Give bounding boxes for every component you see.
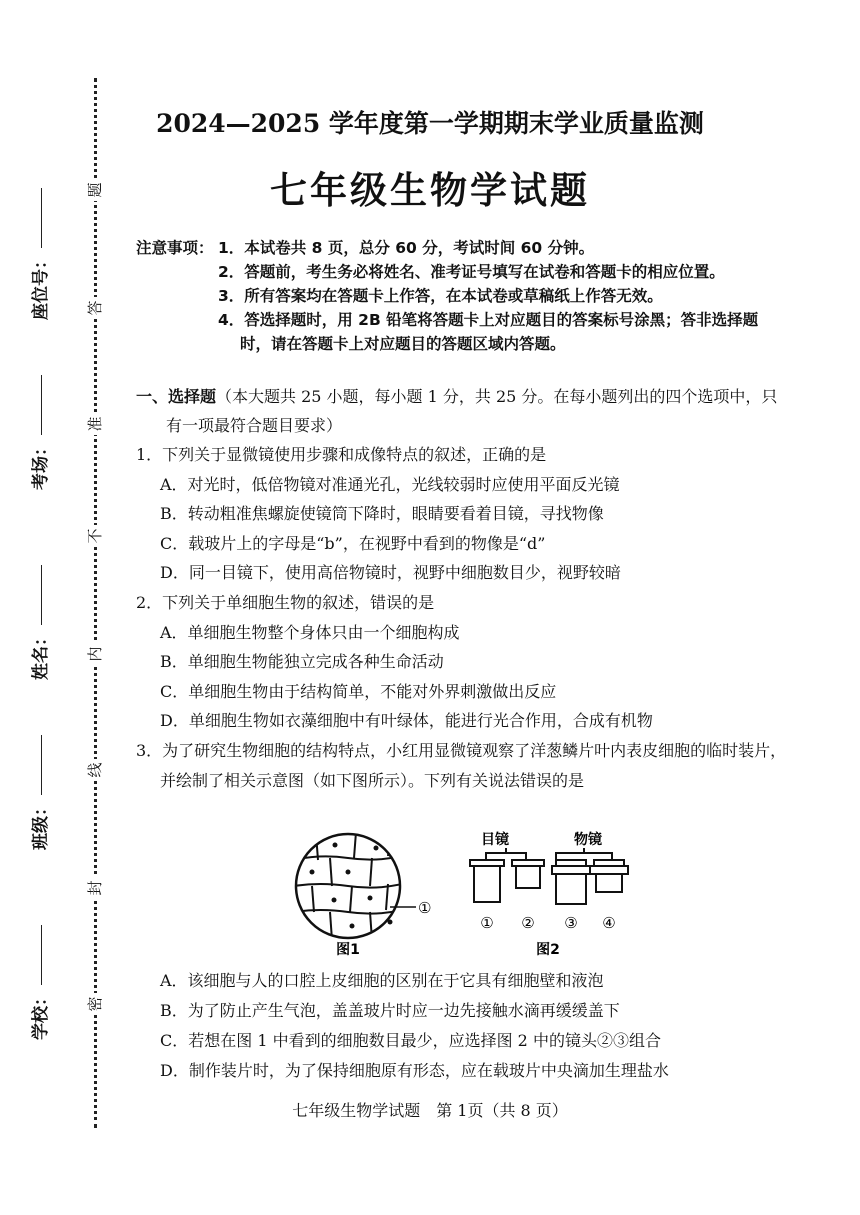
section-desc-cont: 有一项最符合题目要求） [166,416,343,435]
option: C．若想在图 1 中看到的细胞数目最少，应选择图 2 中的镜头②③组合 [160,1031,661,1050]
question-3-stem: 3．为了研究生物细胞的结构特点，小红用显微镜观察了洋葱鳞片叶内表皮细胞的临时装片， [136,740,787,760]
option: D．同一目镜下，使用高倍物镜时，视野中细胞数目少，视野较暗 [160,563,621,583]
option: B．为了防止产生气泡，盖盖玻片时应一边先接触水滴再缓缓盖下 [160,1001,620,1020]
fig1-marker: ① [418,899,432,917]
option: D．单细胞生物如衣藻细胞中有叶绿体，能进行光合作用，合成有机物 [160,711,653,731]
lens-number: ① [480,914,494,932]
seal-char: 封 [87,877,103,899]
seal-char: 答 [87,297,103,319]
objective-label: 物镜 [574,832,602,848]
option: A．对光时，低倍物镜对准通光孔，光线较弱时应使用平面反光镜 [160,474,620,494]
lens-number: ④ [602,914,616,932]
exam-room-field: 考场： [26,400,51,490]
exam-title: 2024—2025 学年度第一学期期末学业质量监测 [156,109,704,138]
note-item: 3．所有答案均在答题卡上作答，在本试卷或草稿纸上作答无效。 [218,287,663,305]
school-field: 学校： [26,950,51,1040]
option: B．转动粗准焦螺旋使镜筒下降时，眼睛要看着目镜，寻找物像 [160,504,604,524]
note-item: 时，请在答题卡上对应题目的答题区域内答题。 [240,335,566,353]
notes-label: 注意事项： [136,239,214,257]
notes-block [136,236,816,356]
section-title: 一、选择题 [136,387,217,406]
fig1-label: 图1 [336,942,360,958]
fig2-label: 图2 [536,942,560,958]
question-3-stem-cont: 并绘制了相关示意图（如下图所示）。下列有关说法错误的是 [160,770,585,790]
eyepiece-label: 目镜 [481,832,509,848]
fig1-cells-illustration [294,832,416,940]
option: A．单细胞生物整个身体只由一个细胞构成 [160,622,460,642]
lens-number: ② [521,914,535,932]
option: C．载玻片上的字母是“b”，在视野中看到的物像是“d” [160,533,546,553]
seal-char: 题 [87,179,103,201]
option: B．单细胞生物能独立完成各种生命活动 [160,652,444,672]
seal-char: 密 [87,993,103,1015]
class-field: 班级： [26,760,51,850]
note-item: 1．本试卷共 8 页，总分 60 分，考试时间 60 分钟。 [218,239,595,257]
fig2-lenses-illustration [470,848,628,904]
question-3-options [136,966,826,1086]
option: C．单细胞生物由于结构简单，不能对外界刺激做出反应 [160,681,557,701]
seal-char: 内 [87,643,103,665]
seal-char: 线 [87,759,103,781]
seat-number-field: 座位号： [26,230,51,320]
question-1-stem: 1．下列关于显微镜使用步骤和成像特点的叙述，正确的是 [136,445,547,464]
name-field: 姓名： [26,590,51,680]
cell-and-lens-figure [290,820,650,960]
figures [290,820,650,960]
seal-char: 不 [87,525,103,547]
question-2-stem: 2．下列关于单细胞生物的叙述，错误的是 [136,592,435,612]
binding-dotted-line [94,78,97,1128]
option: D．制作装片时，为了保持细胞原有形态，应在载玻片中央滴加生理盐水 [160,1061,669,1080]
note-item: 2．答题前，考生务必将姓名、准考证号填写在试卷和答题卡的相应位置。 [218,263,725,281]
section-heading [136,382,816,440]
seal-char: 准 [87,413,103,435]
questions [136,440,826,795]
section-desc: （本大题共 25 小题，每小题 1 分，共 25 分。在每小题列出的四个选项中，只 [216,387,778,406]
note-item: 4．答选择题时，用 2B 铅笔将答题卡上对应题目的答案标号涂黑；答非选择题 [218,311,759,329]
lens-number: ③ [564,914,578,932]
option: A．该细胞与人的口腔上皮细胞的区别在于它具有细胞壁和液泡 [160,971,604,990]
subject-title: 七年级生物学试题 [270,168,590,212]
page-footer: 七年级生物学试题 第 1页（共 8 页） [292,1101,568,1120]
